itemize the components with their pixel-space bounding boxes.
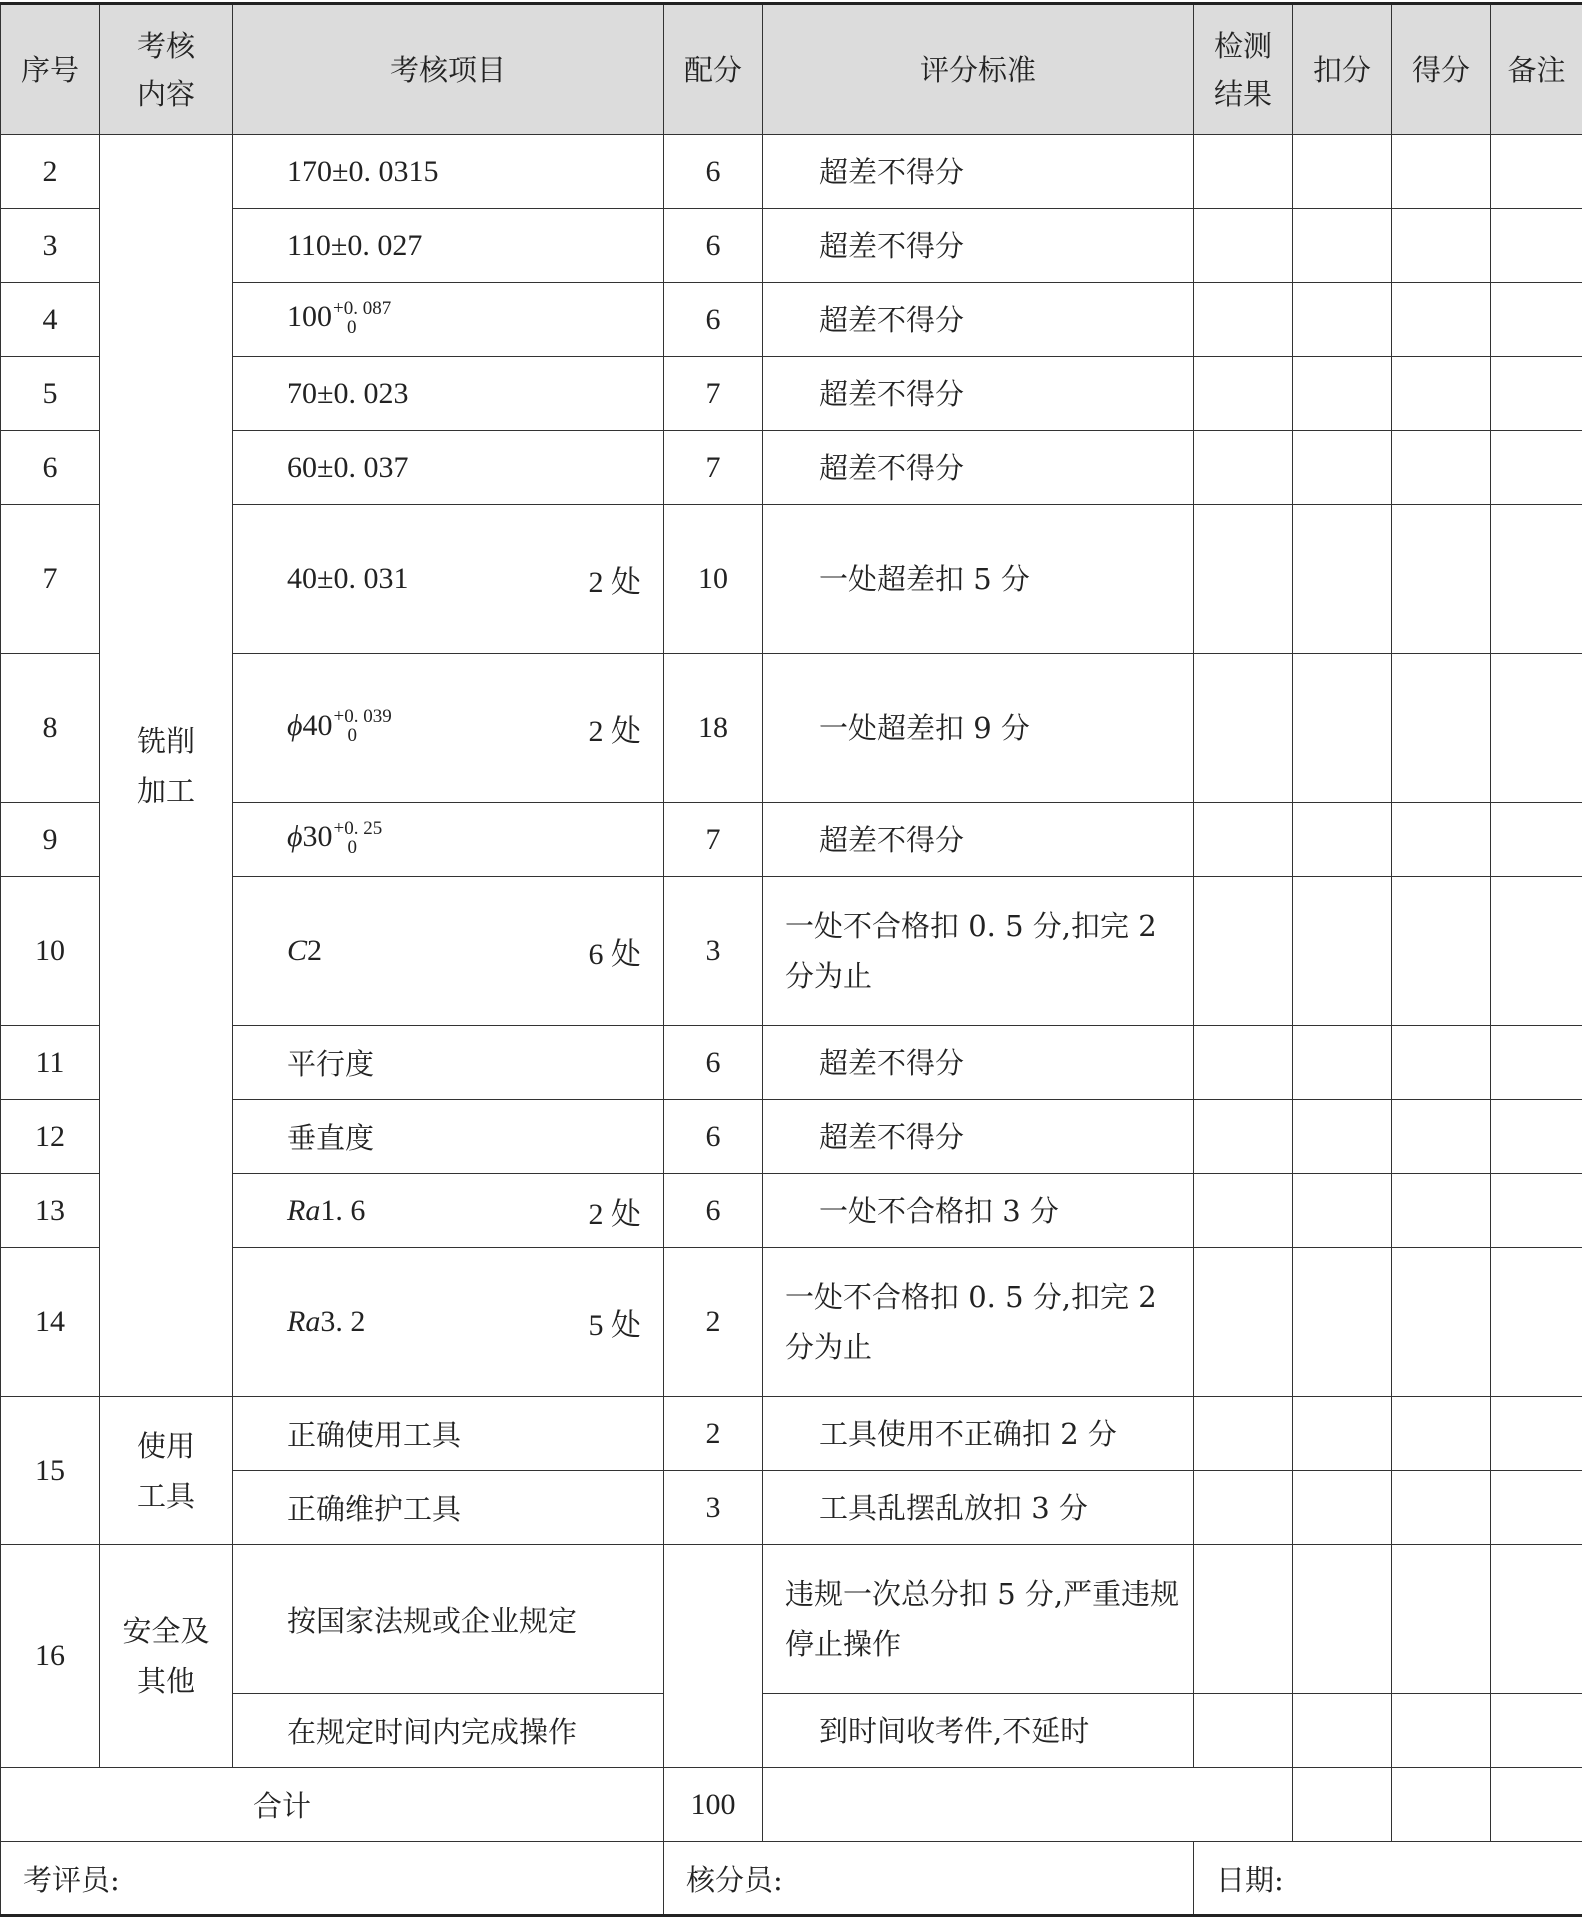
result-cell[interactable] [1194, 1026, 1293, 1100]
got-cell[interactable] [1392, 654, 1491, 803]
signature-row [1, 1842, 1582, 1916]
remark-cell[interactable] [1491, 135, 1582, 209]
deduct-cell[interactable] [1293, 1248, 1392, 1397]
table-row [1, 803, 1582, 877]
remark-cell[interactable] [1491, 1026, 1582, 1100]
count-label: 5 处 [588, 1309, 641, 1342]
got-cell[interactable] [1392, 1471, 1491, 1545]
remark-cell[interactable] [1491, 654, 1582, 803]
result-cell[interactable] [1194, 431, 1293, 505]
result-cell[interactable] [1194, 1397, 1293, 1471]
result-cell[interactable] [1194, 1248, 1293, 1397]
remark-cell[interactable] [1491, 1545, 1582, 1694]
remark-cell[interactable] [1491, 505, 1582, 654]
criteria-cell: 超差不得分 [763, 1026, 1194, 1100]
seq-cell: 12 [1, 1100, 100, 1174]
got-cell[interactable] [1392, 1545, 1491, 1694]
table-row [1, 1471, 1582, 1545]
result-cell[interactable] [1194, 135, 1293, 209]
item-cell: 在规定时间内完成操作 [233, 1694, 664, 1768]
header-seq: 序号 [1, 4, 100, 135]
got-cell[interactable] [1392, 209, 1491, 283]
result-cell[interactable] [1194, 654, 1293, 803]
count-label: 2 处 [588, 1197, 641, 1231]
deduct-cell[interactable] [1293, 877, 1392, 1026]
header-item: 考核项目 [233, 4, 664, 135]
deduct-cell[interactable] [1293, 1100, 1392, 1174]
tolerance: +0. 087 0 [333, 297, 392, 338]
item-cell: 垂直度 [233, 1100, 664, 1174]
score-cell: 6 [664, 135, 763, 209]
total-remark[interactable] [1491, 1768, 1582, 1842]
seq-cell: 14 [1, 1248, 100, 1397]
count-label: 6 处 [588, 938, 641, 971]
table-row [1, 654, 1582, 803]
item-cell: 100 +0. 087 0 [233, 283, 664, 357]
got-cell[interactable] [1392, 1026, 1491, 1100]
header-result: 检测 结果 [1194, 4, 1293, 135]
result-cell[interactable] [1194, 877, 1293, 1026]
seq-cell: 9 [1, 803, 100, 877]
deduct-cell[interactable] [1293, 1026, 1392, 1100]
got-cell[interactable] [1392, 283, 1491, 357]
got-cell[interactable] [1392, 505, 1491, 654]
score-cell: 6 [664, 283, 763, 357]
got-cell[interactable] [1392, 1100, 1491, 1174]
item-cell: 110±0. 027 [233, 209, 664, 283]
remark-cell[interactable] [1491, 1174, 1582, 1248]
seq-cell: 3 [1, 209, 100, 283]
deduct-cell[interactable] [1293, 283, 1392, 357]
deduct-cell[interactable] [1293, 1545, 1392, 1694]
score-cell: 6 [664, 209, 763, 283]
header-score: 配分 [664, 4, 763, 135]
seq-cell: 6 [1, 431, 100, 505]
count-label: 2 处 [588, 715, 641, 748]
table-row [1, 1174, 1582, 1248]
item-cell: ϕ30 +0. 25 0 [233, 803, 664, 877]
criteria-cell: 超差不得分 [763, 209, 1194, 283]
seq-cell: 4 [1, 283, 100, 357]
criteria-cell: 到时间收考件,不延时 [763, 1694, 1194, 1768]
total-deduct[interactable] [1293, 1768, 1392, 1842]
remark-cell[interactable] [1491, 283, 1582, 357]
tolerance: +0. 25 0 [333, 817, 383, 858]
got-cell[interactable] [1392, 877, 1491, 1026]
total-row [1, 1768, 1582, 1842]
remark-cell[interactable] [1491, 1397, 1582, 1471]
remark-cell[interactable] [1491, 431, 1582, 505]
got-cell[interactable] [1392, 1397, 1491, 1471]
table-row [1, 1397, 1582, 1471]
table-row [1, 135, 1582, 209]
total-blank [763, 1768, 1293, 1842]
deduct-cell[interactable] [1293, 654, 1392, 803]
remark-cell[interactable] [1491, 357, 1582, 431]
criteria-cell: 超差不得分 [763, 135, 1194, 209]
criteria-cell: 一处不合格扣 0. 5 分,扣完 2 分为止 [763, 877, 1194, 1026]
remark-cell[interactable] [1491, 1100, 1582, 1174]
score-cell: 18 [664, 654, 763, 803]
score-cell: 7 [664, 357, 763, 431]
deduct-cell[interactable] [1293, 1694, 1392, 1768]
score-cell: 6 [664, 1100, 763, 1174]
criteria-cell: 违规一次总分扣 5 分,严重违规停止操作 [763, 1545, 1194, 1694]
deduct-cell[interactable] [1293, 357, 1392, 431]
remark-cell[interactable] [1491, 1248, 1582, 1397]
score-cell: 2 [664, 1397, 763, 1471]
remark-cell[interactable] [1491, 803, 1582, 877]
assessment-table [0, 2, 1582, 1917]
got-cell[interactable] [1392, 431, 1491, 505]
criteria-cell: 工具乱摆乱放扣 3 分 [763, 1471, 1194, 1545]
got-cell[interactable] [1392, 1174, 1491, 1248]
score-cell: 7 [664, 431, 763, 505]
result-cell[interactable] [1194, 1545, 1293, 1694]
deduct-cell[interactable] [1293, 1174, 1392, 1248]
result-cell[interactable] [1194, 505, 1293, 654]
criteria-cell: 一处超差扣 9 分 [763, 654, 1194, 803]
deduct-cell[interactable] [1293, 135, 1392, 209]
table-row [1, 1100, 1582, 1174]
seq-cell: 11 [1, 1026, 100, 1100]
date-field[interactable]: 日期: [1194, 1842, 1582, 1916]
deduct-cell[interactable] [1293, 1471, 1392, 1545]
criteria-cell: 超差不得分 [763, 803, 1194, 877]
score-cell: 3 [664, 877, 763, 1026]
criteria-cell: 超差不得分 [763, 283, 1194, 357]
table-row [1, 877, 1582, 1026]
item-cell: 40±0. 031 2 处 [233, 505, 664, 654]
header-remark: 备注 [1491, 4, 1582, 135]
criteria-cell: 超差不得分 [763, 1100, 1194, 1174]
item-cell: 60±0. 037 [233, 431, 664, 505]
group-milling: 铣削 加工 [100, 135, 233, 1397]
got-cell[interactable] [1392, 1248, 1491, 1397]
item-cell: C2 6 处 [233, 877, 664, 1026]
deduct-cell[interactable] [1293, 505, 1392, 654]
seq-cell: 5 [1, 357, 100, 431]
remark-cell[interactable] [1491, 1694, 1582, 1768]
item-cell: 按国家法规或企业规定 [233, 1545, 664, 1694]
count-label: 2 处 [588, 566, 641, 599]
tolerance: +0. 039 0 [333, 706, 392, 747]
criteria-cell: 一处不合格扣 0. 5 分,扣完 2 分为止 [763, 1248, 1194, 1397]
seq-cell: 16 [1, 1545, 100, 1768]
criteria-cell: 一处超差扣 5 分 [763, 505, 1194, 654]
score-cell: 6 [664, 1174, 763, 1248]
group-safety: 安全及 其他 [100, 1545, 233, 1768]
header-got: 得分 [1392, 4, 1491, 135]
total-score: 100 [664, 1768, 763, 1842]
deduct-cell[interactable] [1293, 803, 1392, 877]
table-row [1, 1545, 1582, 1694]
deduct-cell[interactable] [1293, 431, 1392, 505]
remark-cell[interactable] [1491, 209, 1582, 283]
result-cell[interactable] [1194, 357, 1293, 431]
seq-cell: 15 [1, 1397, 100, 1545]
got-cell[interactable] [1392, 1694, 1491, 1768]
seq-cell: 2 [1, 135, 100, 209]
header-criteria: 评分标准 [763, 4, 1194, 135]
deduct-cell[interactable] [1293, 1397, 1392, 1471]
table-row [1, 209, 1582, 283]
table-row [1, 1248, 1582, 1397]
total-got[interactable] [1392, 1768, 1491, 1842]
remark-cell[interactable] [1491, 877, 1582, 1026]
criteria-cell: 工具使用不正确扣 2 分 [763, 1397, 1194, 1471]
score-cell: 3 [664, 1471, 763, 1545]
result-cell[interactable] [1194, 1174, 1293, 1248]
checker-field[interactable]: 核分员: [664, 1842, 1194, 1916]
remark-cell[interactable] [1491, 1471, 1582, 1545]
score-cell [664, 1545, 763, 1768]
got-cell[interactable] [1392, 135, 1491, 209]
table-row [1, 431, 1582, 505]
got-cell[interactable] [1392, 357, 1491, 431]
item-cell: 正确维护工具 [233, 1471, 664, 1545]
score-cell: 6 [664, 1026, 763, 1100]
criteria-cell: 超差不得分 [763, 431, 1194, 505]
criteria-cell: 一处不合格扣 3 分 [763, 1174, 1194, 1248]
table-row [1, 1026, 1582, 1100]
table-row [1, 1694, 1582, 1768]
item-cell: Ra1. 6 2 处 [233, 1174, 664, 1248]
table-row [1, 357, 1582, 431]
item-cell: 170±0. 0315 [233, 135, 664, 209]
table-row [1, 505, 1582, 654]
group-tools: 使用 工具 [100, 1397, 233, 1545]
result-cell[interactable] [1194, 283, 1293, 357]
header-deduct: 扣分 [1293, 4, 1392, 135]
seq-cell: 8 [1, 654, 100, 803]
item-cell: 70±0. 023 [233, 357, 664, 431]
deduct-cell[interactable] [1293, 209, 1392, 283]
result-cell[interactable] [1194, 1100, 1293, 1174]
table-row [1, 283, 1582, 357]
result-cell[interactable] [1194, 1694, 1293, 1768]
result-cell[interactable] [1194, 209, 1293, 283]
seq-cell: 10 [1, 877, 100, 1026]
result-cell[interactable] [1194, 803, 1293, 877]
header-row [1, 4, 1582, 135]
score-cell: 10 [664, 505, 763, 654]
item-cell: 正确使用工具 [233, 1397, 664, 1471]
item-cell: Ra3. 2 5 处 [233, 1248, 664, 1397]
seq-cell: 13 [1, 1174, 100, 1248]
score-cell: 2 [664, 1248, 763, 1397]
examiner-field[interactable]: 考评员: [1, 1842, 664, 1916]
header-content: 考核 内容 [100, 4, 233, 135]
result-cell[interactable] [1194, 1471, 1293, 1545]
item-cell: ϕ40 +0. 039 0 2 处 [233, 654, 664, 803]
item-cell: 平行度 [233, 1026, 664, 1100]
score-cell: 7 [664, 803, 763, 877]
total-label: 合计 [1, 1768, 664, 1842]
criteria-cell: 超差不得分 [763, 357, 1194, 431]
got-cell[interactable] [1392, 803, 1491, 877]
seq-cell: 7 [1, 505, 100, 654]
